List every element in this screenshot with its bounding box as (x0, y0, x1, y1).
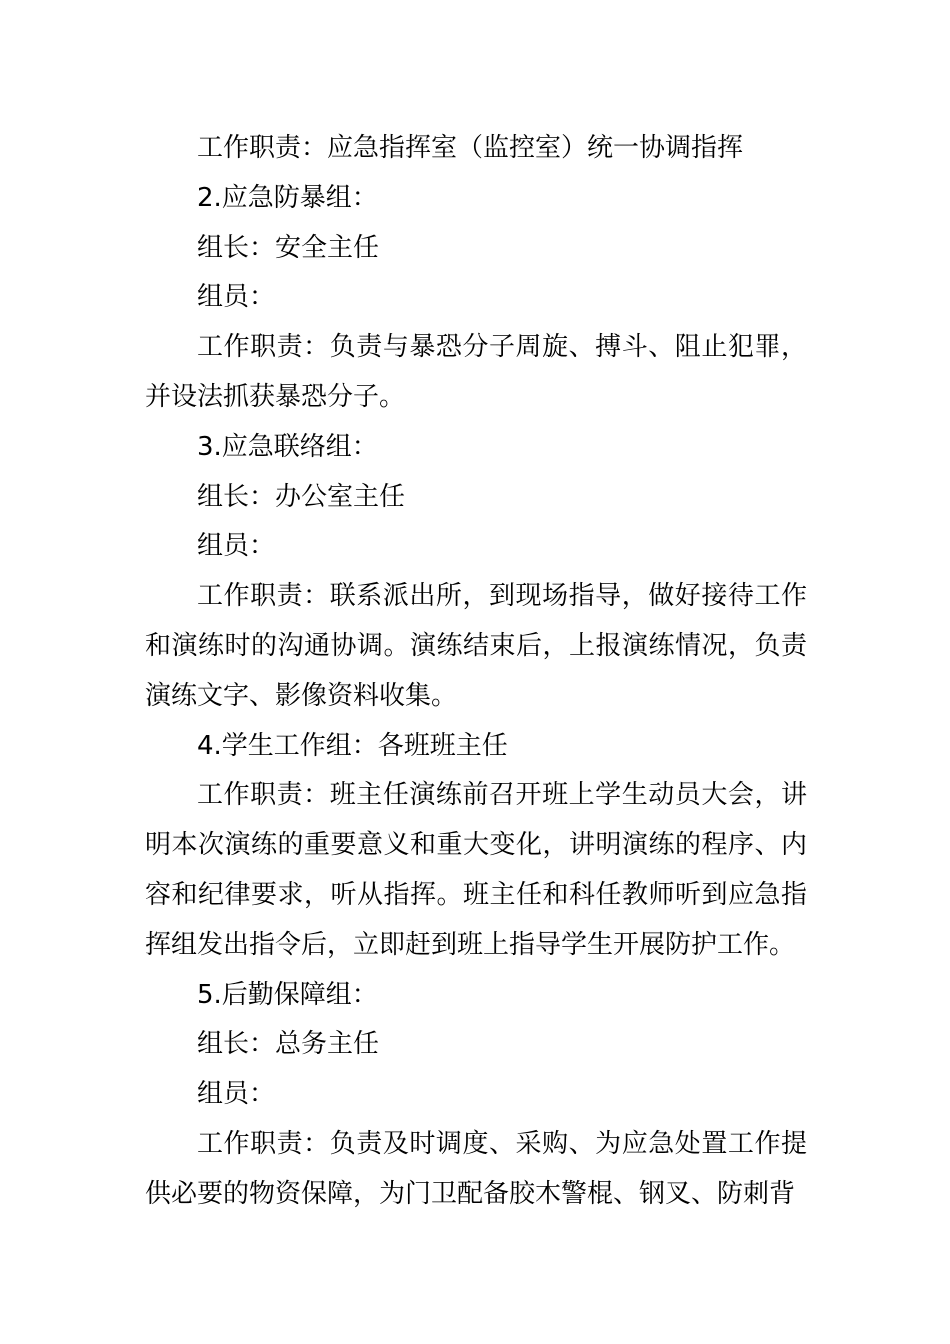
paragraph-riot-leader: 组长：安全主任 (197, 232, 380, 263)
paragraph-logistics-leader: 组长：总务主任 (197, 1029, 380, 1060)
document-body (145, 124, 807, 1220)
heading-liaison-group: 3.应急联络组： (197, 431, 378, 462)
paragraph-logistics-duty: 工作职责：负责及时调度、采购、为应急处置工作提供必要的物资保障，为门卫配备胶木警棍、钢叉、防刺背 (145, 1128, 807, 1209)
heading-logistics-group: 5.后勤保障组： (197, 979, 378, 1010)
paragraph-riot-members: 组员： (197, 282, 276, 313)
paragraph-liaison-leader: 组长：办公室主任 (197, 481, 406, 512)
paragraph-student-duty: 工作职责：班主任演练前召开班上学生动员大会，讲明本次演练的重要意义和重大变化，讲明演练的程序、内容和纪律要求，听从指挥。班主任和科任教师听到应急指挥组发出指令后，立即赶到班上指导学生开展防护工作。 (145, 780, 807, 960)
paragraph-liaison-duty: 工作职责：联系派出所，到现场指导，做好接待工作和演练时的沟通协调。演练结束后，上报演练情况，负责演练文字、影像资料收集。 (145, 581, 807, 711)
paragraph-logistics-members: 组员： (197, 1079, 276, 1110)
heading-riot-group: 2.应急防暴组： (197, 182, 378, 213)
heading-student-group: 4.学生工作组：各班班主任 (197, 730, 508, 761)
paragraph-riot-duty: 工作职责：负责与暴恐分子周旋、搏斗、阻止犯罪，并设法抓获暴恐分子。 (145, 332, 807, 412)
paragraph-duty-command: 工作职责：应急指挥室（监控室）统一协调指挥 (197, 133, 744, 163)
paragraph-liaison-members: 组员： (197, 531, 276, 562)
